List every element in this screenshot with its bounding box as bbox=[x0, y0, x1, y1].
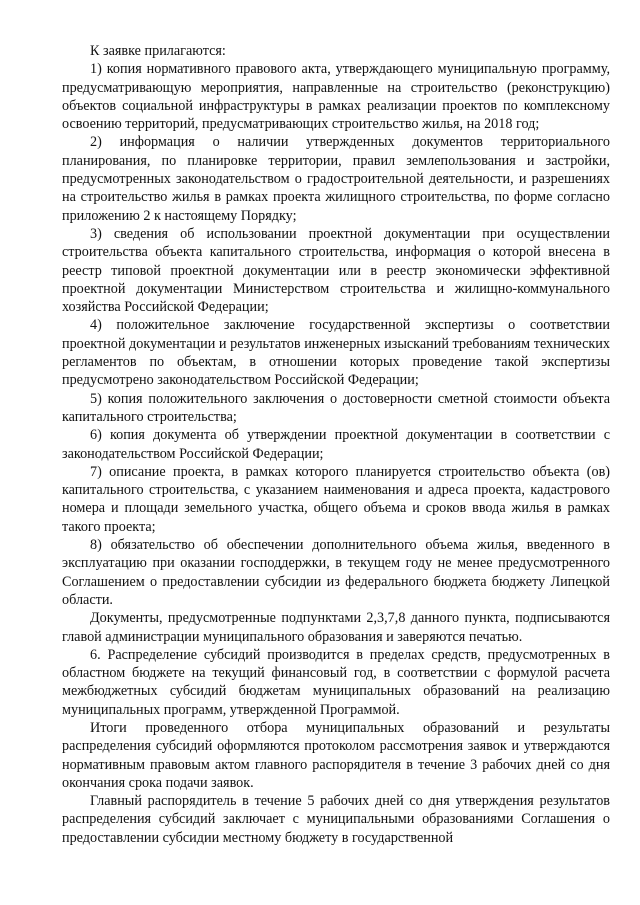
list-item-8: 8) обязательство об обеспечении дополнительного объема жилья, введенного в эксплуатацию при оказании господдержки, в текущем году не менее предусмотренного Соглашением о предоставлении субсидии из федерального бюджета бюджету Липецкой области. bbox=[62, 537, 610, 608]
list-item-7: 7) описание проекта, в рамках которого планируется строительство объекта (ов) капитального строительства, с указанием наименования и адреса проекта, кадастрового номера и площади земельного участка, общего объема и сроков ввода жилья в рамках такого проекта; bbox=[62, 463, 610, 535]
list-item-4: 4) положительное заключение государственной экспертизы о соответствии проектной документации и результатов инженерных изысканий требованиям технических регламентов по объектам, в отношении которых проведение такой экспертизы предусмотрено законодательством Российской Федерации; bbox=[62, 317, 610, 389]
attachments-heading: К заявке прилагаются: bbox=[90, 43, 226, 59]
list-item-5: 5) копия положительного заключения о достоверности сметной стоимости объекта капитального строительства; bbox=[62, 390, 610, 425]
list-item-3: 3) сведения об использовании проектной документации при осуществлении строительства объекта капитального строительства, информация о которой внесена в реестр типовой проектной документации или в реестр экономически эффективной проектной документации Министерством строительства и жилищно-коммунального хозяйства Российской Федерации; bbox=[62, 225, 610, 316]
list-item-6: 6) копия документа об утверждении проектной документации в соответствии с законодательством Российской Федерации; bbox=[62, 427, 610, 462]
list-item-2: 2) информация о наличии утвержденных документов территориального планирования, по планировке территории, правил землепользования и застройки, предусмотренных законодательством о градостроительной деятельности, и разрешениях на строительство жилья в рамках проекта жилищного строительства, по форме согласно приложению 2 к настоящему Порядку; bbox=[62, 134, 610, 224]
documents-signing-paragraph: Документы, предусмотренные подпунктами 2,3,7,8 данного пункта, подписываются главой администрации муниципального образования и заверяются печатью. bbox=[62, 610, 610, 645]
list-item-1: 1) копия нормативного правового акта, утверждающего муниципальную программу, предусматривающую мероприятия, направленные на строительство (реконструкцию) объектов социальной инфраструктуры в рамках реализации проектов по комплексному освоению территорий, предусматривающих строительство жилья, на 2018 год; bbox=[62, 61, 610, 133]
document-page bbox=[62, 42, 610, 847]
agreement-paragraph: Главный распорядитель в течение 5 рабочих дней со дня утверждения результатов распределения субсидий заключает с муниципальными образованиями Соглашения о предоставлении субсидии местному бюджету в государственной bbox=[62, 793, 610, 846]
selection-results-paragraph: Итоги проведенного отбора муниципальных образований и результаты распределения субсидий оформляются протоколом рассмотрения заявок и утверждаются нормативным правовым актом главного распорядителя в течение 3 рабочих дней со дня окончания срока подачи заявок. bbox=[62, 719, 610, 791]
section-6-paragraph: 6. Распределение субсидий производится в пределах средств, предусмотренных в областном бюджете на текущий финансовый год, в соответствии с формулой расчета межбюджетных субсидий бюджетам муниципальных образований на реализацию муниципальных программ, утвержденной Программой. bbox=[62, 646, 610, 718]
